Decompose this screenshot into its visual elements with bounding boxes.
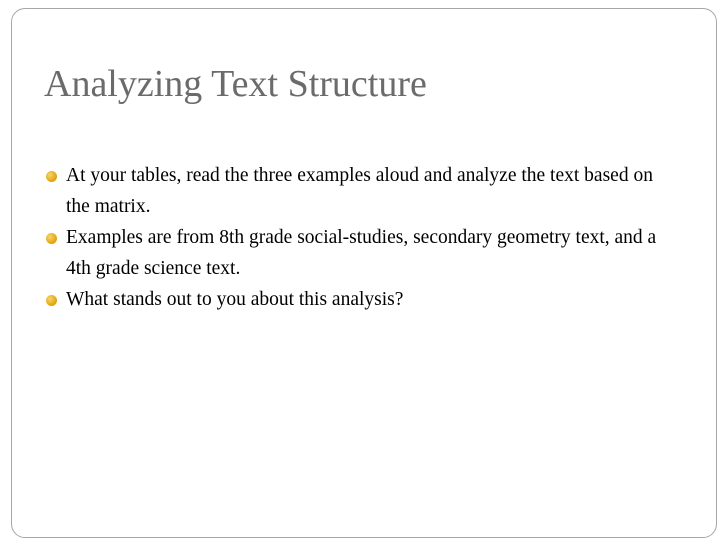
bullet-dot-icon — [46, 295, 57, 306]
bullet-list — [46, 160, 676, 315]
bullet-item — [46, 160, 676, 222]
bullet-dot-icon — [46, 171, 57, 182]
bullet-item — [46, 222, 676, 284]
bullet-dot-icon — [46, 233, 57, 244]
bullet-text: What stands out to you about this analysis? — [66, 289, 404, 310]
bullet-text: At your tables, read the three examples aloud and analyze the text based on the matrix. — [66, 165, 653, 217]
bullet-item — [46, 284, 676, 315]
bullet-text: Examples are from 8th grade social-studies, secondary geometry text, and a 4th grade science text. — [66, 227, 657, 279]
slide-title: Analyzing Text Structure — [44, 63, 427, 105]
